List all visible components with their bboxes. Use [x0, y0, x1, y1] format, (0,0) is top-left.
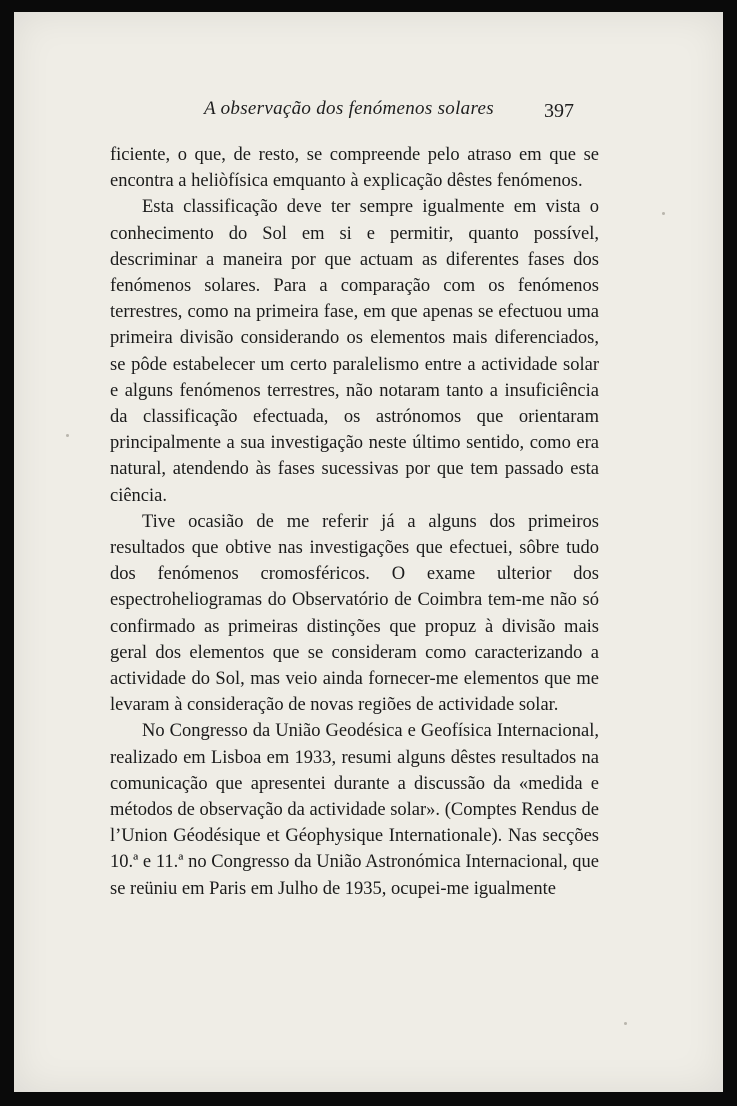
page-number: 397 — [544, 100, 574, 122]
paragraph: Esta classificação deve ter sempre igualmente em vista o conhecimento do Sol em si e permitir, quanto possível, descriminar a maneira por que actuam as diferentes fases dos fenómenos solares. Para a comparação com os fenómenos terrestres, como na primeira fase, em que apenas se efectuou uma primeira divisão considerando os elementos mais diferenciados, se pôde estabelecer um certo paralelismo entre a actividade solar e alguns fenómenos terrestres, não notaram tanto a insuficiência da classificação efectuada, os astrónomos que orientaram principalmente a sua investigação neste último sentido, como era natural, atendendo às fases sucessivas por que tem passado esta ciência. — [110, 197, 599, 506]
body-text — [110, 142, 599, 902]
paragraph: No Congresso da União Geodésica e Geofísica Internacional, realizado em Lisboa em 1933, resumi alguns dêstes resultados na comunicação que apresentei durante a discussão da «medida e métodos de observação da actividade solar». (Comptes Rendus de l’Union Géodésique et Géophysique Internationale). Nas secções 10.ª e 11.ª no Congresso da União Astronómica Internacional, que se reüniu em Paris em Julho de 1935, ocupei-me igualmente — [110, 721, 599, 899]
paragraph: Tive ocasião de me referir já a alguns dos primeiros resultados que obtive nas investigações que efectuei, sôbre tudo dos fenómenos cromosféricos. O exame ulterior dos espectroheliogramas do Observatório de Coimbra tem-me não só confirmado as primeiras distinções que propuz à divisão mais geral dos elementos que se consideram como caracterizando a actividade do Sol, mas veio ainda fornecer-me elementos que me levaram à consideração de novas regiões de actividade solar. — [110, 511, 599, 716]
paragraph: ficiente, o que, de resto, se compreende pelo atraso em que se encontra a heliòfísica emquanto à explicação dêstes fenómenos. — [110, 145, 599, 192]
page-header — [14, 98, 723, 128]
running-title: A observação dos fenómenos solares — [204, 98, 494, 119]
paper-speck — [662, 212, 665, 215]
paper-speck — [66, 434, 69, 437]
book-page — [14, 12, 723, 1092]
paper-speck — [624, 1022, 627, 1025]
